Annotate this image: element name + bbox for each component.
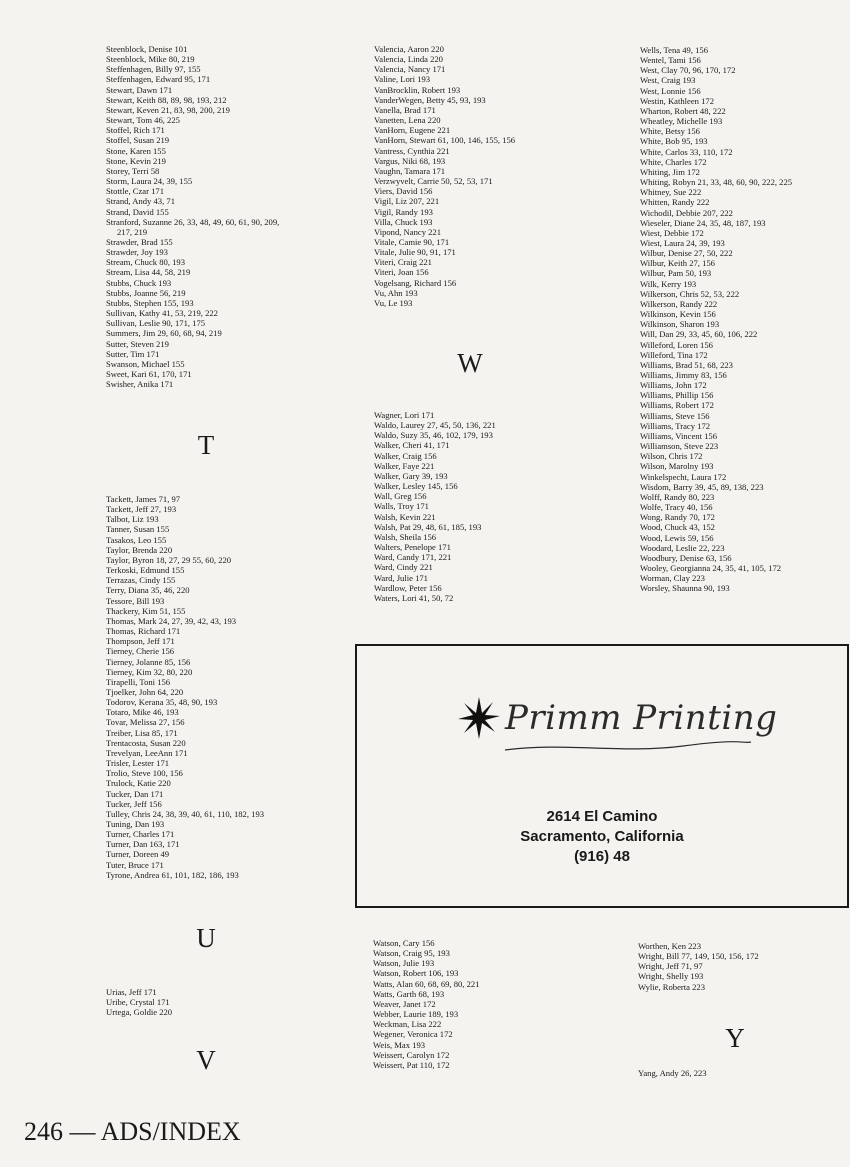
index-entry: Walker, Craig 156: [374, 450, 437, 461]
index-entry: Walters, Penelope 171: [374, 542, 451, 553]
index-entry: Walsh, Kevin 221: [374, 511, 436, 522]
index-entry: Wilson, Marolny 193: [640, 461, 714, 472]
index-entry: Tessore, Bill 193: [106, 595, 165, 606]
index-entry: Walsh, Sheila 156: [374, 531, 437, 542]
index-entry: Wheatley, Michelle 193: [640, 116, 723, 127]
index-entry: Stewart, Keith 88, 89, 98, 193, 212: [106, 94, 227, 105]
index-entry: Strand, Andy 43, 71: [106, 196, 175, 207]
index-column-watson: [373, 938, 480, 1070]
section-letter-t: T: [197, 430, 215, 460]
index-entry: Wolfe, Tracy 40, 156: [640, 502, 713, 513]
index-entry: Walker, Cheri 41, 171: [374, 440, 450, 451]
index-column-u: [106, 987, 172, 1017]
index-entry: Walker, Lesley 145, 156: [374, 481, 458, 492]
index-entry: Tierney, Kim 32, 80, 220: [106, 666, 193, 677]
ad-address: 2614 El Camino: [546, 808, 658, 825]
index-entry: Will, Dan 29, 33, 45, 60, 106, 222: [640, 329, 758, 340]
index-entry: Vanella, Brad 171: [374, 104, 436, 115]
index-entry: Walsh, Pat 29, 48, 61, 185, 193: [374, 521, 482, 532]
index-entry: Wylie, Roberta 223: [638, 981, 706, 992]
index-entry: Trentacosta, Susan 220: [106, 737, 186, 748]
index-entry: Valencia, Linda 220: [374, 54, 443, 65]
index-entry: Vanetten, Lena 220: [374, 115, 441, 126]
index-entry: Treiber, Lisa 85, 171: [106, 727, 178, 738]
index-entry: Williams, Jimmy 83, 156: [640, 370, 727, 380]
index-column-w: [374, 410, 496, 603]
index-entry: Watson, Robert 106, 193: [373, 968, 459, 979]
index-entry: Strand, David 155: [106, 206, 169, 217]
index-entry: Wood, Chuck 43, 152: [640, 522, 715, 533]
index-entry: Wharton, Robert 48, 222: [640, 105, 726, 116]
index-entry: Vargus, Niki 68, 193: [374, 155, 446, 166]
index-entry: West, Lonnie 156: [640, 85, 701, 96]
index-entry: Stream, Chuck 80, 193: [106, 257, 186, 268]
index-column-w3: [638, 941, 759, 992]
index-entry: Weissert, Pat 110, 172: [373, 1059, 450, 1070]
index-entry: Vigil, Liz 207, 221: [374, 196, 440, 207]
index-entry: Wolff, Randy 80, 223: [640, 491, 715, 502]
index-entry: Wong, Randy 70, 172: [640, 512, 715, 523]
index-entry: Ward, Julie 171: [374, 572, 428, 583]
index-entry: Willeford, Tina 172: [640, 349, 708, 360]
index-entry: Tuning, Dan 193: [106, 819, 165, 829]
index-entry: Valencia, Nancy 171: [374, 64, 446, 75]
index-entry: Vu, Le 193: [374, 297, 413, 308]
index-entry: Viteri, Joan 156: [374, 267, 429, 278]
index-entry: Walker, Faye 221: [374, 460, 435, 471]
index-entry: Wegener, Veronica 172: [373, 1029, 453, 1040]
index-entry: Vu, Ahn 193: [374, 287, 418, 298]
index-entry: Terkoski, Edmund 155: [106, 565, 185, 576]
index-entry: Williamson, Steve 223: [640, 441, 719, 452]
index-entry: Wilkinson, Kevin 156: [640, 309, 716, 320]
index-entry: Trulock, Katie 220: [106, 778, 171, 789]
index-entry: Sutter, Tim 171: [106, 348, 160, 359]
index-entry: Wall, Greg 156: [374, 491, 427, 502]
index-entry: Turner, Dan 163, 171: [106, 839, 180, 850]
index-entry: Thomas, Richard 171: [106, 626, 181, 637]
index-entry: Valencia, Aaron 220: [374, 44, 444, 54]
index-entry: Sweet, Kari 61, 170, 171: [106, 369, 192, 379]
index-entry: Stone, Kevin 219: [106, 155, 166, 166]
index-entry: Stoffel, Rich 171: [106, 125, 165, 136]
index-entry: Watson, Cary 156: [373, 938, 435, 948]
index-entry: Webber, Laurie 189, 193: [373, 1009, 459, 1020]
index-entry: Walker, Gary 39, 193: [374, 470, 448, 481]
index-entry: White, Carlos 33, 110, 172: [640, 146, 733, 157]
starburst-icon: [457, 696, 501, 740]
index-entry: Stranford, Suzanne 26, 33, 48, 49, 60, 61, 90, 209,: [106, 216, 280, 227]
index-entry: Stone, Karen 155: [106, 145, 166, 156]
section-letter-w: W: [457, 348, 483, 378]
index-entry: Wilkerson, Chris 52, 53, 222: [640, 288, 740, 299]
index-entry: Tucker, Jeff 156: [106, 798, 162, 809]
index-entry: West, Craig 193: [640, 75, 696, 86]
index-entry: Wagner, Lori 171: [374, 410, 435, 420]
index-entry: Vigil, Randy 193: [374, 206, 433, 217]
index-entry: Wells, Tena 49, 156: [640, 45, 709, 55]
index-entry: Stewart, Tom 46, 225: [106, 115, 180, 126]
index-column-t: [106, 494, 264, 880]
index-entry: Storey, Terri 58: [106, 165, 160, 176]
index-entry: Stubbs, Stephen 155, 193: [106, 297, 194, 308]
index-entry: Wilbur, Denise 27, 50, 222: [640, 248, 733, 259]
index-entry: Viers, David 156: [374, 186, 433, 197]
index-entry: Williams, Tracy 172: [640, 420, 711, 431]
index-entry: Strawder, Joy 193: [106, 247, 168, 258]
index-entry: Wright, Shelly 193: [638, 971, 704, 982]
index-entry: Storm, Laura 24, 39, 155: [106, 176, 193, 187]
index-entry: Tierney, Jolanne 85, 156: [106, 656, 191, 667]
index-entry: Stubbs, Chuck 193: [106, 277, 172, 288]
index-entry: Todorov, Kerana 35, 48, 90, 193: [106, 697, 218, 708]
index-entry: Westin, Kathleen 172: [640, 95, 715, 106]
index-entry: VanHorn, Eugene 221: [374, 125, 451, 136]
index-entry: Valine, Lori 193: [374, 74, 431, 85]
index-entry: VanderWegen, Betty 45, 93, 193: [374, 94, 486, 105]
index-entry: Willeford, Loren 156: [640, 339, 713, 350]
index-entry: Steenblock, Mike 80, 219: [106, 54, 195, 65]
index-entry: Wardlow, Peter 156: [374, 582, 442, 593]
index-entry: Vogelsang, Richard 156: [374, 277, 457, 288]
index-entry: Trevelyan, LeeAnn 171: [106, 747, 188, 758]
index-entry: Stewart, Keven 21, 83, 98, 200, 219: [106, 104, 230, 115]
index-entry: Verzwyvelt, Carrie 50, 52, 53, 171: [374, 176, 493, 187]
ad-phone: (916) 48: [574, 848, 630, 865]
index-entry: Sutter, Steven 219: [106, 338, 169, 349]
index-entry: Wentel, Tami 156: [640, 55, 701, 66]
index-entry: Williams, Brad 51, 68, 223: [640, 359, 733, 370]
index-entry: Whiting, Jim 172: [640, 166, 700, 177]
index-entry: Uribe, Crystal 171: [106, 997, 170, 1008]
section-letter-y: Y: [725, 1023, 745, 1053]
index-entry: Urias, Jeff 171: [106, 987, 157, 997]
index-entry: Tierney, Cherie 156: [106, 646, 175, 657]
index-column-v: [374, 44, 515, 308]
section-letter-v: V: [196, 1045, 216, 1075]
index-entry: Thompson, Jeff 171: [106, 636, 175, 647]
index-entry: Weissert, Carolyn 172: [373, 1049, 450, 1060]
index-entry: Williams, Robert 172: [640, 400, 714, 411]
index-entry: Whitney, Sue 222: [640, 187, 702, 198]
index-column-s: [106, 44, 279, 389]
index-entry: Vipond, Nancy 221: [374, 226, 442, 237]
index-entry: Weckman, Lisa 222: [373, 1019, 442, 1030]
index-entry: Stubbs, Joanne 56, 219: [106, 287, 186, 298]
index-entry: Williams, Steve 156: [640, 410, 710, 421]
index-entry: Tackett, James 71, 97: [106, 494, 181, 504]
index-entry: Sullivan, Kathy 41, 53, 219, 222: [106, 308, 218, 319]
index-entry: Trisler, Lester 171: [106, 758, 170, 769]
index-entry: Wooley, Georgianna 24, 35, 41, 105, 172: [640, 562, 782, 573]
index-entry: Strawder, Brad 155: [106, 236, 173, 247]
index-entry: Wilkerson, Randy 222: [640, 298, 718, 309]
index-entry: West, Clay 70, 96, 170, 172: [640, 65, 736, 76]
index-entry: Wilson, Chris 172: [640, 451, 703, 462]
index-entry: Tirapelli, Toni 156: [106, 676, 171, 687]
page-footer: 246 — ADS/INDEX: [24, 1117, 241, 1146]
index-entry: Vantress, Cynthia 221: [374, 145, 450, 156]
index-entry: Wiest, Debbie 172: [640, 227, 704, 238]
index-entry: Swisher, Anika 171: [106, 379, 174, 390]
index-entry: White, Charles 172: [640, 156, 707, 167]
index-entry: Vaughn, Tamara 171: [374, 165, 446, 176]
index-entry: Steffenhagen, Edward 95, 171: [106, 74, 211, 85]
index-entry: Talbot, Liz 193: [106, 514, 159, 525]
index-entry: Wright, Jeff 71, 97: [638, 961, 703, 972]
index-entry: Totaro, Mike 46, 193: [106, 707, 179, 718]
index-entry: Stream, Lisa 44, 58, 219: [106, 267, 191, 278]
index-column-w2: [640, 45, 792, 593]
index-entry: Steenblock, Denise 101: [106, 44, 188, 54]
index-entry: Woodard, Leslie 22, 223: [640, 542, 725, 553]
section-letter-u: U: [196, 923, 216, 953]
index-entry: Watts, Alan 60, 68, 69, 80, 221: [373, 978, 480, 989]
index-entry: Taylor, Byron 18, 27, 29 55, 60, 220: [106, 554, 232, 565]
index-entry: Watts, Garth 68, 193: [373, 988, 445, 999]
index-entry: Turner, Doreen 49: [106, 849, 170, 860]
index-entry: Tjoelker, John 64, 220: [106, 686, 184, 697]
index-entry: Trolio, Steve 100, 156: [106, 768, 183, 779]
index-entry: Vitale, Camie 90, 171: [374, 236, 450, 247]
index-entry: Swanson, Michael 155: [106, 358, 185, 369]
index-entry: VanHorn, Stewart 61, 100, 146, 155, 156: [374, 135, 516, 146]
index-entry: Tuter, Bruce 171: [106, 859, 164, 870]
index-entry: Vitale, Julie 90, 91, 171: [374, 247, 456, 258]
index-entry: Wilbur, Pam 50, 193: [640, 268, 712, 279]
index-entry: Summers, Jim 29, 60, 68, 94, 219: [106, 328, 222, 339]
index-entry: Wiest, Laura 24, 39, 193: [640, 237, 725, 248]
index-entry: Tucker, Dan 171: [106, 788, 164, 799]
index-entry: Wilbur, Keith 27, 156: [640, 258, 715, 269]
ad-city: Sacramento, California: [520, 828, 684, 845]
index-entry: Wright, Bill 77, 149, 150, 156, 172: [638, 951, 759, 962]
index-entry: Wichodil, Debbie 207, 222: [640, 207, 733, 218]
index-entry: 217, 219: [117, 226, 148, 237]
index-entry: Sullivan, Leslie 90, 171, 175: [106, 318, 206, 329]
index-entry: Tyrone, Andrea 61, 101, 182, 186, 193: [106, 869, 239, 880]
index-entry: Whitten, Randy 222: [640, 197, 710, 208]
index-entry: Viteri, Craig 221: [374, 257, 432, 268]
index-entry: Tovar, Melissa 27, 156: [106, 717, 185, 728]
index-entry: Winkelspecht, Laura 172: [640, 471, 727, 482]
index-column-y: [638, 1068, 707, 1078]
index-entry: Whiting, Robyn 21, 33, 48, 60, 90, 222, 225: [640, 177, 793, 188]
index-entry: Worman, Clay 223: [640, 573, 705, 584]
index-entry: Thomas, Mark 24, 27, 39, 42, 43, 193: [106, 615, 237, 626]
index-entry: Stottle, Czar 171: [106, 186, 164, 197]
index-entry: Stoffel, Susan 219: [106, 135, 170, 146]
index-entry: White, Bob 95, 193: [640, 136, 708, 147]
index-entry: Ward, Cindy 221: [374, 562, 433, 573]
index-entry: Terry, Diana 35, 46, 220: [106, 585, 190, 596]
index-entry: Woodbury, Denise 63, 156: [640, 552, 732, 563]
index-entry: Terrazas, Cindy 155: [106, 575, 176, 586]
index-entry: Tackett, Jeff 27, 193: [106, 504, 177, 515]
index-entry: Tanner, Susan 155: [106, 524, 170, 535]
index-entry: VanBrocklin, Robert 193: [374, 84, 461, 95]
index-entry: Wilkinson, Sharon 193: [640, 319, 720, 330]
index-entry: Ward, Candy 171, 221: [374, 552, 452, 563]
index-entry: Weaver, Janet 172: [373, 998, 436, 1009]
index-entry: White, Betsy 156: [640, 126, 700, 137]
index-entry: Villa, Chuck 193: [374, 216, 433, 227]
index-entry: Williams, Vincent 156: [640, 430, 718, 441]
index-entry: Taylor, Brenda 220: [106, 544, 173, 555]
index-entry: Weis, Max 193: [373, 1039, 426, 1050]
index-entry: Worthen, Ken 223: [638, 941, 702, 951]
index-entry: Tasakos, Leo 155: [106, 534, 167, 545]
index-entry: Yang, Andy 26, 223: [638, 1068, 707, 1078]
ad-logo-text: Primm Printing: [505, 698, 778, 738]
index-entry: Wieseler, Diane 24, 35, 48, 187, 193: [640, 217, 766, 228]
index-entry: Waldo, Suzy 35, 46, 102, 179, 193: [374, 430, 493, 441]
index-entry: Thackery, Kim 51, 155: [106, 605, 186, 616]
index-entry: Wood, Lewis 59, 156: [640, 532, 714, 543]
index-entry: Tulley, Chris 24, 38, 39, 40, 61, 110, 182, 193: [106, 808, 265, 819]
index-entry: Urtega, Goldie 220: [106, 1007, 173, 1018]
logo-underline: [503, 740, 753, 754]
index-entry: Wisdom, Barry 39, 45, 89, 138, 223: [640, 481, 764, 492]
index-entry: Turner, Charles 171: [106, 829, 175, 840]
index-entry: Williams, John 172: [640, 380, 707, 391]
index-entry: Wilk, Kerry 193: [640, 278, 697, 289]
index-entry: Steffenhagen, Billy 97, 155: [106, 64, 201, 75]
index-entry: Walls, Troy 171: [374, 501, 429, 512]
index-entry: Watson, Craig 95, 193: [373, 948, 450, 959]
index-entry: Watson, Julie 193: [373, 958, 435, 969]
index-entry: Waldo, Laurey 27, 45, 50, 136, 221: [374, 420, 496, 431]
index-entry: Waters, Lori 41, 50, 72: [374, 592, 454, 603]
primm-printing-ad: [355, 644, 849, 908]
index-entry: Stewart, Dawn 171: [106, 84, 173, 95]
index-entry: Worsley, Shaunna 90, 193: [640, 583, 730, 594]
index-entry: Williams, Phillip 156: [640, 390, 714, 401]
